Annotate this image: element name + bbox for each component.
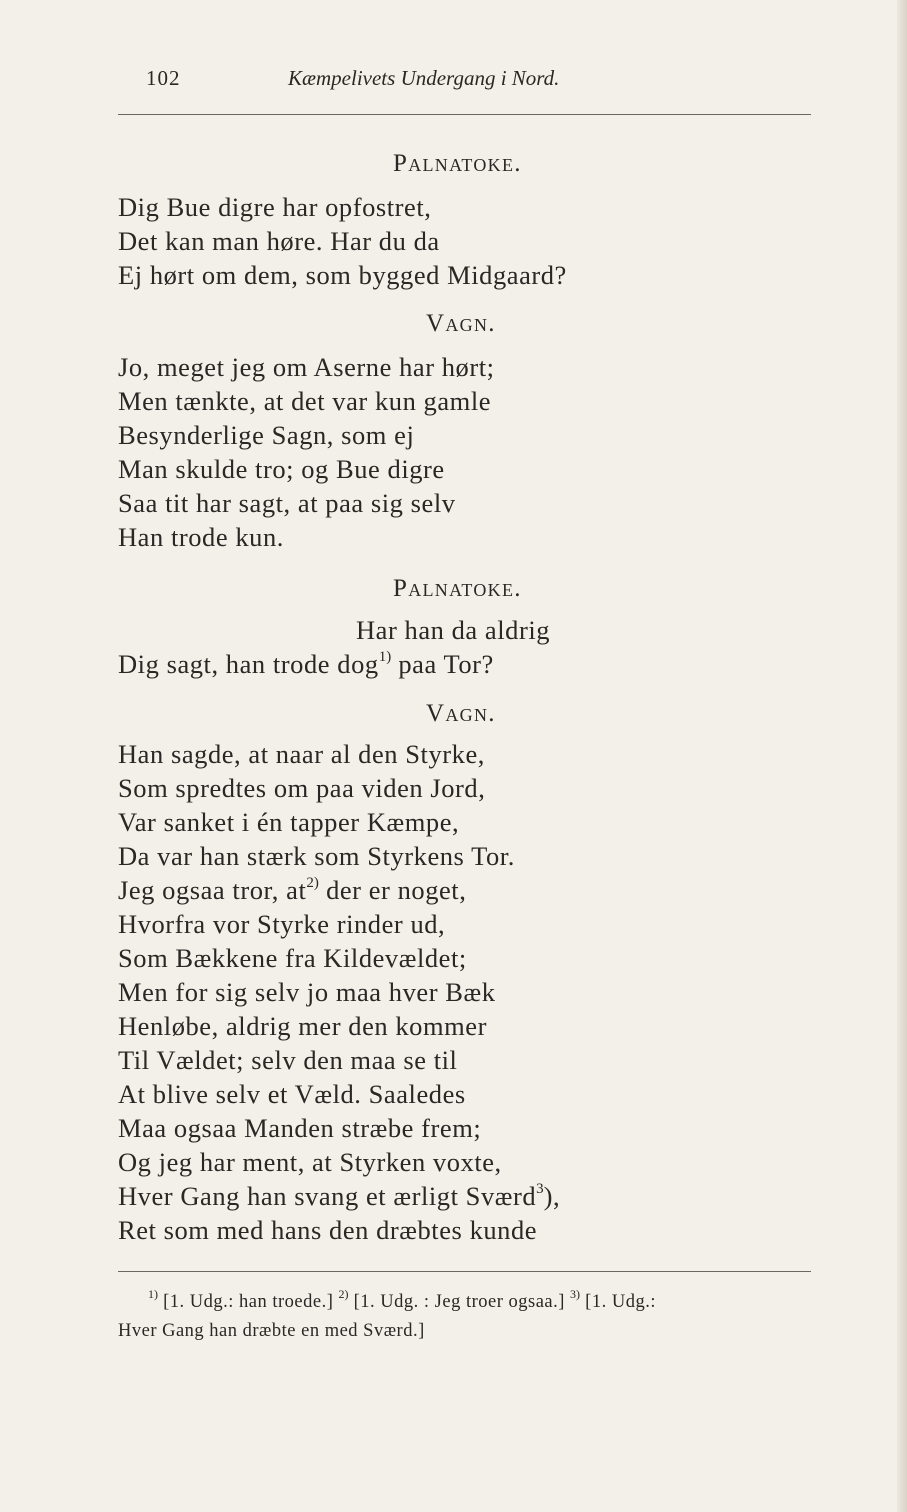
page-edge xyxy=(897,0,907,1512)
footnote-line: Hver Gang han dræbte en med Sværd.] xyxy=(118,1321,425,1341)
footnote-mark: 1) xyxy=(148,1286,158,1301)
footnote-mark: 2) xyxy=(306,875,319,892)
verse-line: Som spredtes om paa viden Jord, xyxy=(118,773,486,803)
footnote-mark: 3) xyxy=(570,1286,581,1301)
verse-line: Henløbe, aldrig mer den kommer xyxy=(118,1011,487,1041)
footnote-rule xyxy=(118,1271,811,1272)
speaker-heading: Palnatoke. xyxy=(393,150,522,177)
verse-line: Har han da aldrig xyxy=(356,615,551,645)
header-rule xyxy=(118,114,811,115)
verse-line: Jo, meget jeg om Aserne har hørt; xyxy=(118,352,495,382)
footnote-mark: 1) xyxy=(378,649,392,666)
verse-line: Man skulde tro; og Bue digre xyxy=(118,454,445,484)
verse-line: Ret som med hans den dræbtes kunde xyxy=(118,1215,538,1245)
footnote-mark: 2) xyxy=(338,1286,349,1301)
page-number: 102 xyxy=(146,66,181,90)
footnote-text: [1. Udg. : Jeg troer ogsaa.] xyxy=(348,1292,571,1312)
verse-line: Til Vældet; selv den maa se til xyxy=(118,1045,458,1075)
speaker-heading: Vagn. xyxy=(426,310,496,337)
verse-line: Saa tit har sagt, at paa sig selv xyxy=(118,488,456,518)
verse-line: Maa ogsaa Manden stræbe frem; xyxy=(118,1113,482,1143)
verse-line: Da var han stærk som Styrkens Tor. xyxy=(118,841,515,871)
speaker-heading: Palnatoke. xyxy=(393,575,522,602)
verse-line: Hvorfra vor Styrke rinder ud, xyxy=(118,909,446,939)
verse-line: At blive selv et Væld. Saaledes xyxy=(118,1079,466,1109)
footnote-text: [1. Udg.: xyxy=(580,1292,656,1312)
verse-line xyxy=(118,647,494,681)
footnote-line xyxy=(148,1286,656,1313)
verse-line: Men tænkte, at det var kun gamle xyxy=(118,386,492,416)
verse-line: Og jeg har ment, at Styrken voxte, xyxy=(118,1147,502,1177)
page-header xyxy=(118,66,638,96)
verse-line: Var sanket i én tapper Kæmpe, xyxy=(118,807,460,837)
verse-line: Men for sig selv jo maa hver Bæk xyxy=(118,977,496,1007)
verse-line xyxy=(118,1179,560,1213)
verse-line: Ej hørt om dem, som bygged Midgaard? xyxy=(118,260,567,290)
verse-line: Besynderlige Sagn, som ej xyxy=(118,420,415,450)
speaker-heading: Vagn. xyxy=(426,700,496,727)
verse-line: Han trode kun. xyxy=(118,522,284,552)
running-title: Kæmpelivets Undergang i Nord. xyxy=(288,66,560,90)
verse-text: Hver Gang han svang et ærligt Sværd xyxy=(118,1181,537,1211)
footnote-mark: 3 xyxy=(536,1181,544,1198)
footnote-text: [1. Udg.: han troede.] xyxy=(158,1292,339,1312)
verse-line: Som Bækkene fra Kildevældet; xyxy=(118,943,467,973)
verse-text: paa Tor? xyxy=(391,649,494,679)
verse-text: Dig sagt, han trode dog xyxy=(118,649,379,679)
verse-line: Han sagde, at naar al den Styrke, xyxy=(118,739,485,769)
verse-text: der er noget, xyxy=(318,875,467,905)
verse-line: Det kan man høre. Har du da xyxy=(118,226,440,256)
verse-text: ), xyxy=(543,1181,561,1211)
verse-line: Dig Bue digre har opfostret, xyxy=(118,192,432,222)
verse-text: Jeg ogsaa tror, at xyxy=(118,875,307,905)
verse-line xyxy=(118,873,466,907)
